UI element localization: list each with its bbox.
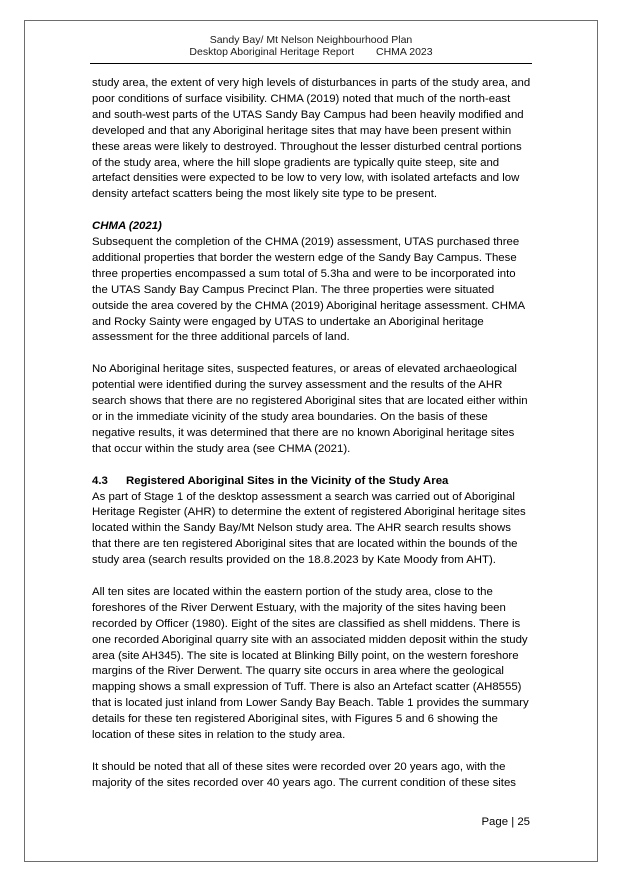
section-heading: [92, 474, 532, 490]
section-number: 4.3: [92, 474, 108, 487]
page-header: [0, 34, 622, 58]
header-report-org-year: CHMA 2023: [375, 46, 433, 58]
header-report-title: Desktop Aboriginal Heritage Report: [189, 46, 354, 58]
header-plan-title: Sandy Bay/ Mt Nelson Neighbourhood Plan: [209, 34, 413, 46]
body-paragraph: Subsequent the completion of the CHMA (2019) assessment, UTAS purchased three additional properties that border the western edge of the Sandy Bay Campus. These three properties encompassed a sum total of 5.3ha and were to be incorporated into the UTAS Sandy Bay Campus Precinct Plan. The three properties were situated outside the area covered by the CHMA (2019) Aboriginal heritage assessment. CHMA and Rocky Sainty were engaged by UTAS to undertake an Aboriginal heritage assessment for the three additional parcels of land.: [92, 236, 525, 344]
body-paragraph: study area, the extent of very high levels of disturbances in parts of the study area, and poor conditions of surface visibility. CHMA (2019) noted that much of the north-east and south-west parts of the UTAS Sandy Bay Campus had been heavily modified and developed and that any Aboriginal heritage sites that may have been present within these areas were likely to destroyed. Throughout the lesser disturbed central portions of the study area, where the hill slope gradients are typically quite steep, site and artefact densities were expected to be low to very low, with isolated artefacts and low density artefact scatters being the most likely site type to be present.: [92, 77, 531, 201]
body-paragraph: As part of Stage 1 of the desktop assessment a search was carried out of Aboriginal Heritage Register (AHR) to determine the extent of registered Aboriginal heritage sites located within the Sandy Bay/Mt Nelson study area. The AHR search results shows that there are ten registered Aboriginal sites that are located within the bounds of the study area (search results provided on the 18.8.2023 by Kate Moody from AHT).: [92, 490, 526, 567]
page-body: [92, 76, 532, 792]
body-paragraph: It should be noted that all of these sites were recorded over 20 years ago, with the majority of the sites recorded over 40 years ago. The current condition of these sites: [92, 760, 516, 789]
body-paragraph: No Aboriginal heritage sites, suspected features, or areas of elevated archaeological potential were identified during the survey assessment and the results of the AHR search shows that there are no registered Aboriginal sites that are located either within or in the immediate vicinity of the study area boundaries. On the basis of these negative results, it was determined that there are no known Aboriginal heritage sites that occur within the study area (see CHMA (2021).: [92, 363, 528, 455]
section-title: Registered Aboriginal Sites in the Vicinity of the Study Area: [126, 474, 449, 487]
page-number: Page | 25: [481, 816, 530, 828]
header-report-line: [0, 46, 622, 58]
header-divider: [90, 63, 532, 64]
body-paragraph: All ten sites are located within the eastern portion of the study area, close to the foreshores of the River Derwent Estuary, with the majority of the sites having been recorded by Officer (1980). Eight of the sites are classified as shell middens. There is one recorded Aboriginal quarry site with an associated midden deposit within the study area (site AH345). The site is located at Blinking Billy point, on the western foreshore margins of the River Derwent. The quarry site occurs in area where the geological mapping shows a small expression of Tuff. There is also an Artefact scatter (AH8555) that is located just inland from Lower Sandy Bay Beach. Table 1 provides the summary details for these ten registered Aboriginal sites, with Figures 5 and 6 showing the location of these sites in relation to the study area.: [92, 585, 529, 742]
subheading-chma-2021: CHMA (2021): [92, 220, 162, 233]
